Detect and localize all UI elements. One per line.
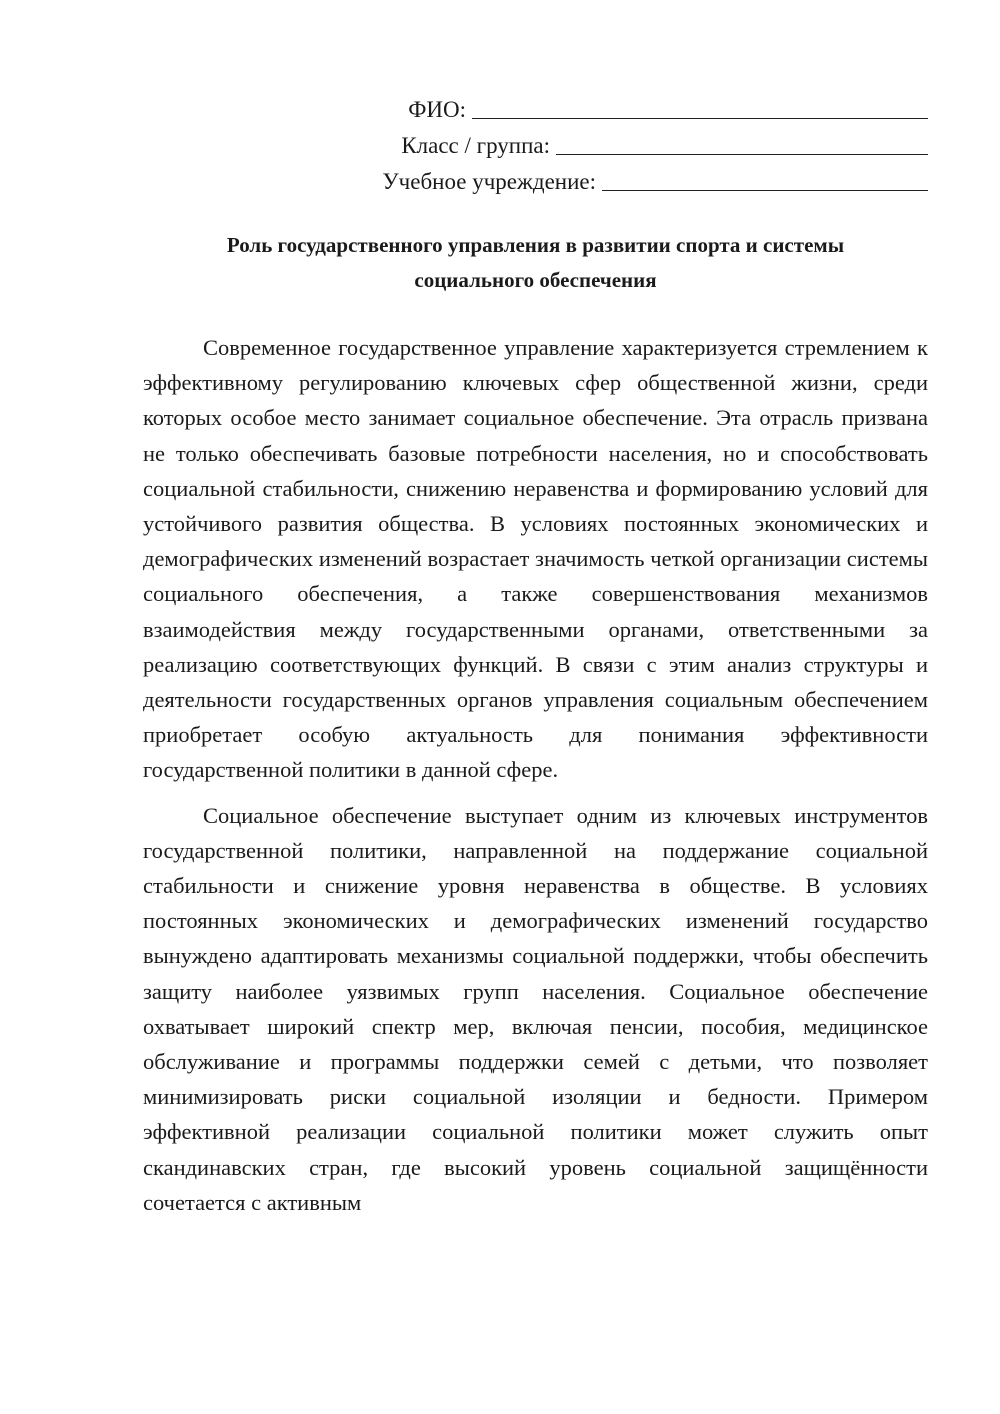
document-title <box>143 228 928 298</box>
institution-label: Учебное учреждение: <box>382 169 596 194</box>
class-group-blank-line <box>556 154 928 155</box>
title-line-2: социального обеспечения <box>414 268 657 292</box>
paragraph: Социальное обеспечение выступает одним из ключевых инструментов государственной политики, направленной на поддержание социальной стабильности и снижение уровня неравенства в обществе. В условиях постоянных экономических и демографических изменений государство вынуждено адаптировать механизмы социальной поддержки, чтобы обеспечить защиту наиболее уязвимых групп населения. Социальное обеспечение охватывает широкий спектр мер, включая пенсии, пособия, медицинское обслуживание и программы поддержки семей с детьми, что позволяет минимизировать риски социальной изоляции и бедности. Примером эффективной реализации социальной политики может служить опыт скандинавских стран, где высокий уровень социальной защищённости сочетается с активным <box>143 802 928 1215</box>
document-body <box>143 330 928 1220</box>
fio-label: ФИО: <box>408 97 466 122</box>
paragraph: Современное государственное управление характеризуется стремлением к эффективному регулированию ключевых сфер общественной жизни, среди которых особое место занимает социальное обеспечение. Эта отрасль призвана не только обеспечивать базовые потребности населения, но и способствовать социальной стабильности, снижению неравенства и формированию условий для устойчивого развития общества. В условиях постоянных экономических и демографических изменений возрастает значимость четкой организации системы социального обеспечения, а также совершенствования механизмов взаимодействия между государственными органами, ответственными за реализацию соответствующих функций. В связи с этим анализ структуры и деятельности государственных органов управления социальным обеспечением приобретает особую актуальность для понимания эффективности государственной политики в данной сфере. <box>143 335 928 783</box>
class-group-row <box>401 128 928 163</box>
fio-row <box>408 92 928 127</box>
class-group-label: Класс / группа: <box>401 133 550 158</box>
institution-blank-line <box>602 190 928 191</box>
fio-blank-line <box>472 118 928 119</box>
institution-row <box>382 164 928 199</box>
title-line-1: Роль государственного управления в развитии спорта и системы <box>226 233 845 257</box>
